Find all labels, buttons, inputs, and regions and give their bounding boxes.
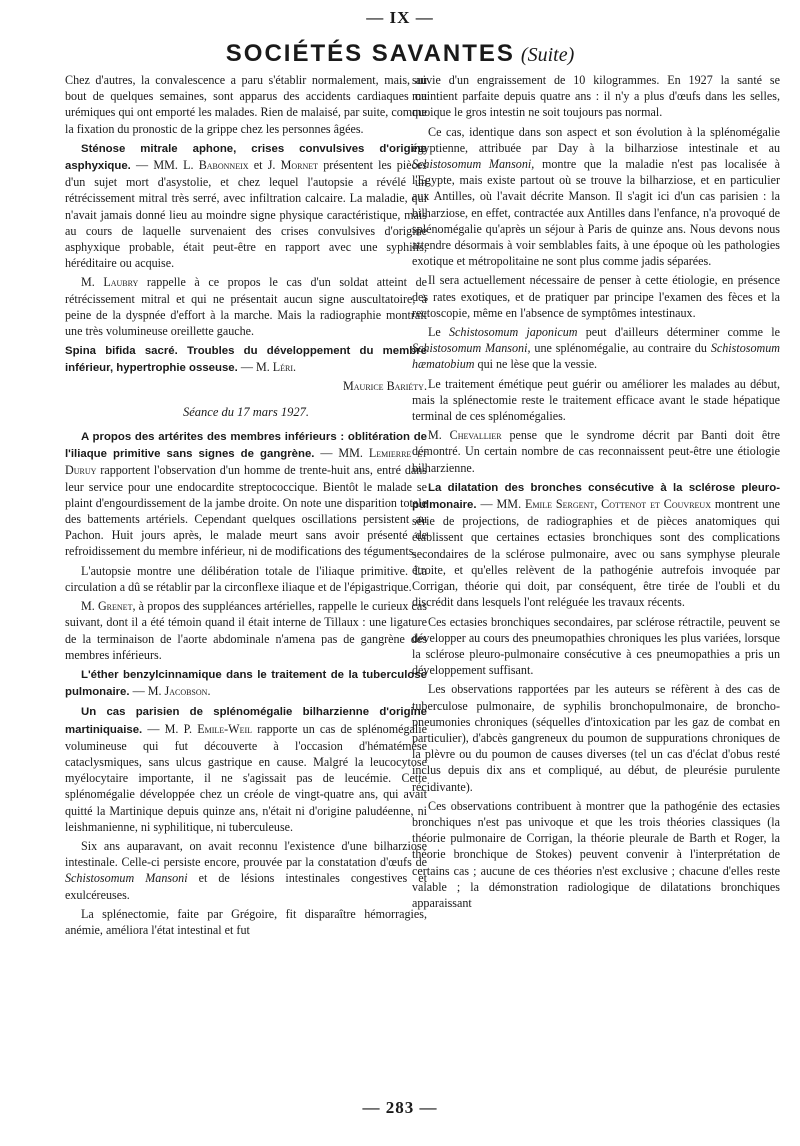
paragraph: M. Grenet, à propos des suppléances artérielles, rappelle le curieux cas suivant, dont il a été témoin quand il était interne de Tillaux : une ligature de la terminaison de l'aorte abdominale n'amena pas de gangrène des membres inférieurs. <box>65 599 427 662</box>
paragraph: Le traitement émétique peut guérir ou améliorer les malades au début, mais la splénectomie reste le traitement efficace avant le stade hépatique terminal de ces splénomégalies. <box>412 376 780 424</box>
roman-folio: — IX — <box>366 8 434 27</box>
author-name: — M. P. Emile-Weil <box>142 721 253 736</box>
author-name: Laubry <box>103 275 139 290</box>
communication-title: Un cas parisien de splénomégalie bilharzienne d'origine martiniquaise. <box>65 706 427 736</box>
communication-paragraph <box>65 666 427 700</box>
left-column <box>65 72 427 941</box>
signature: Maurice Bariéty. <box>343 378 427 393</box>
author-name: Chevallier <box>449 428 502 443</box>
paragraph: M. Chevallier pense que le syndrome décrit par Banti doit être démontré. Un certain nombre de cas reconnaissent peut-être une étiologie bilharzienne. <box>412 428 780 475</box>
paragraph: Les observations rapportées par les auteurs se réfèrent à des cas de tuberculose pulmonaire, de syphilis bronchopulmonaire, de broncho-pneumonies chroniques (séquelles d'intoxication par les gaz de combat en particulier), d'abcès gangreneux du poumon de suppurations chroniques de la plèvre ou du poumon de causes diverses (tel un cas d'éclat d'obus resté inclus depuis dix ans et compliqué, au début, de pleurésie purulente récidivante). <box>412 682 780 794</box>
paragraph: Il sera actuellement nécessaire de penser à cette étiologie, en présence des rates exotiques, et de pratiquer par principe l'examen des fèces et la rectoscopie, même en l'absence de symptômes intestinaux. <box>412 273 780 320</box>
paragraph: Chez d'autres, la convalescence a paru s'établir normalement, mais, au bout de quelques semaines, sont apparus des accidents cardiaques ou urémiques qui ont emporté les malades. Rien de malaisé, par suite, comme la fixation du pronostic de la grippe chez les personnes âgées. <box>65 73 427 136</box>
communication-paragraph: Un cas parisien de splénomégalie bilharzienne d'origine martiniquaise. — M. P. Emile-Weil rapporte un cas de splénomégalie volumineuse qui fut découverte à l'occasion d'hématémèse cataclysmiques, sans ulcus gastrique en cause. Malgré la leucocytose myélocytaire importante, il ne s'agissait pas de leucémie. Cette splénomégalie développée chez un créole de vingt-quatre ans, qui avait quitté la Martinique depuis quinze ans, n'était ni d'origine paludéenne, ni leishmanienne, ni syphilitique, ni tuberculeuse. <box>65 706 427 834</box>
running-head <box>0 40 800 68</box>
communication-paragraph: Sténose mitrale aphone, crises convulsives d'origine asphyxique. — MM. L. Babonneix et J. Mornet présentent les pièces d'un sujet mort d'asystolie, et chez lequel l'autopsie a révélé un rétrécissement mitral très serré, avec infiltration calcaire. La maladie, qui n'avait jamais donné lieu au moindre signe physique caractéristique, mais au cours de laquelle survenaient des crises convulsives d'origine asphyxique probable, était peut-être en rapport avec une syphilis, héréditaire ou acquise. <box>65 142 428 271</box>
paragraph: M. Laubry rappelle à ce propos le cas d'un soldat atteint de rétrécissement mitral et qui ne présentait aucun signe auscultatoire, à peine de la dyspnée d'effort à la marche. Mais la radiographie montrait une très volumineuse oreillette gauche. <box>65 275 427 339</box>
paragraph: Ces ectasies bronchiques secondaires, par sclérose rétractile, peuvent se développer au cours des pneumopathies chroniques les plus variées, lorsque la sclérose pleuro-pulmonaire consécutive à ces pneumopathies a pris un développement suffisant. <box>412 614 780 678</box>
communication-title: L'éther benzylcinnamique dans le traitement de la tuberculose pulmonaire. <box>65 668 427 699</box>
paragraph: La splénectomie, faite par Grégoire, fit disparaître hémorragies, anémie, améliora l'état intestinal et fut <box>65 906 427 937</box>
paragraph: suivie d'un engraissement de 10 kilogrammes. En 1927 la santé se maintient parfaite depuis quatre ans : il n'y a plus d'œufs dans les selles, quoique le gros intestin ne soit toujours pas normal. <box>412 73 780 120</box>
paragraph: Ces observations contribuent à montrer que la pathogénie des ectasies bronchiques n'est pas univoque et que les trois théories classiques (la théorie pulmonaire de Corrigan, la théorie pleurale de Barth et Roger, la théorie bronchique de Stokes) peuvent convenir à l'interprétation de certains cas ; aucune de ces théories n'est exclusive ; chacune d'elles reste valable ; la démonstration radiologique de dilatations bronchiques apparaissant <box>412 798 780 910</box>
paragraph: L'autopsie montre une délibération totale de l'iliaque primitive. La circulation a dû se rétablir par la circonflexe iliaque et de l'épigastrique. <box>65 563 427 594</box>
communication-paragraph <box>65 342 427 376</box>
communication-title: A propos des artérites des membres inférieurs : oblitération de l'iliaque primitive sans signes de gangrène. <box>65 431 427 461</box>
section-title: SOCIÉTÉS SAVANTES <box>225 40 515 67</box>
author-name: Grenet <box>97 599 133 614</box>
communication-title: La dilatation des bronches consécutive à la sclérose pleuro-pulmonaire. <box>412 481 780 512</box>
author-name: L. Babonneix <box>183 158 249 173</box>
author-name: J. Mornet <box>267 158 319 173</box>
author-name: — M. Jacobson. <box>129 684 211 699</box>
communication-paragraph: A propos des artérites des membres inférieurs : oblitération de l'iliaque primitive sans signes de gangrène. — MM. Lemierre et Duruy rapportent l'observation d'un homme de trente-huit ans, entré dans leur service pour une endocardite streptococcique. Bientôt le malade se plaint d'engourdissement de la jambe droite. On note une disparition totale des battements artériels. Cependant quelques oscillations persistent au Pachon. Huit jours après, le malade meurt sans avoir présenté de refroidissement du membre inférieur, ni de modifications des téguments. <box>65 431 427 559</box>
page-number: — 283 — <box>362 1098 438 1117</box>
author-name: — MM. Emile Sergent, Cottenot et Couvreux <box>476 497 711 512</box>
session-heading: Séance du 17 mars 1927. <box>182 404 310 419</box>
paragraph: Six ans auparavant, on avait reconnu l'existence d'une bilharziose intestinale. Celle-ci persiste encore, prouvée par la constatation d'œufs de Schistosomum Mansoni et de lésions intestinales congestives et exulcéreuses. <box>65 838 427 902</box>
communication-title: Sténose mitrale aphone, crises convulsives d'origine asphyxique. <box>65 142 427 173</box>
paragraph: Ce cas, identique dans son aspect et son évolution à la splénomégalie égyptienne, attribuée par Day à la bilharziose intestinale et au Schistosomum Mansoni, montre que la maladie n'est pas localisée à l'Egypte, mais existe partout où se trouve la bilharziose, et en particulier aux Antilles, où l'avait décrite Manson. Il s'agit ici d'un cas parisien : la bilharziose, en effet, contractée aux Antilles dans l'enfance, n'a provoqué de splénomégalie qu'après un séjour à Paris de quinze ans. Nous devons nous attendre désormais à voir semblables faits, à une époque où les pathologies exotique et métropolitaine ne sont plus comme jadis séparées. <box>412 124 780 269</box>
author-name: — M. Léri. <box>237 360 297 375</box>
author-name: — MM. Lemierre et Duruy <box>65 446 427 478</box>
communication-paragraph: La dilatation des bronches consécutive à la sclérose pleuro-pulmonaire. — MM. Emile Sergent, Cottenot et Couvreux montrent une série de projections, de radiographies et de pièces anatomiques qui établissent que certaines ectasies bronchiques sont des complications secondaires de la sclérose pulmonaire, avec ou sans symphyse pleurale étroite, et qu'elles relèvent de la pathogénie autrefois invoquée par Corrigan, théorie qui doit, par conséquent, être tirée de l'oubli et du discrédit dans lesquels l'ont reléguée les travaux récents. <box>412 481 781 610</box>
right-column <box>412 72 780 914</box>
communication-title: Spina bifida sacré. Troubles du développement du membre inférieur, hypertrophie osseuse. <box>65 345 427 375</box>
section-title-suffix: (Suite) <box>520 44 575 66</box>
paragraph: Le Schistosomum japonicum peut d'ailleurs déterminer comme le Schistosomum Mansoni, une splénomégalie, au contraire du Schistosomum hæmatobium qui ne lèse que la vessie. <box>412 325 781 372</box>
